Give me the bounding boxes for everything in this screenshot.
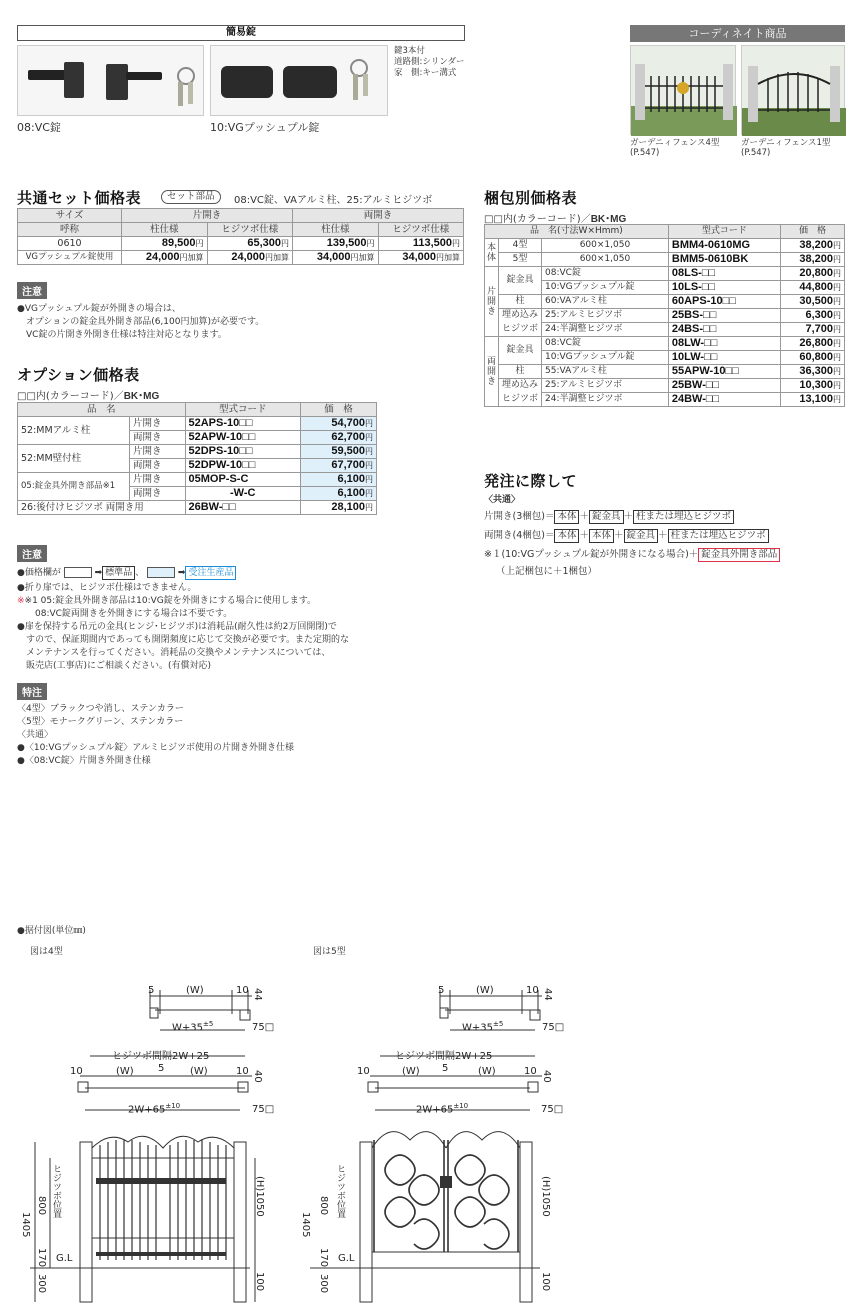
dim-1405: 1405 — [20, 1212, 31, 1238]
table-row — [485, 323, 845, 337]
fence-icon — [742, 46, 846, 136]
row-code: 25BS-□□ — [668, 309, 780, 323]
special-line: 〈4型〉ブラックつや消し、ステンカラー — [17, 704, 184, 714]
row-code: 08LW-□□ — [668, 337, 780, 351]
dim-75: 75□ — [542, 1022, 565, 1033]
set-price-title: 共通セット価格表 — [17, 189, 142, 207]
order-double: 両開き(4梱包)＝ 本体 ＋ 本体 ＋ 錠金具 ＋ 柱または埋込ヒジツボ — [484, 527, 769, 543]
row-sub: 錠金具 — [499, 267, 542, 295]
vc-lock-image — [17, 45, 204, 116]
vc-lock-caption: 08:VC錠 — [17, 121, 61, 134]
note-line: 鍵3本付 — [394, 46, 425, 56]
row-sub: 錠金具 — [499, 337, 542, 365]
row-code: 52DPS-10□□ — [185, 445, 300, 459]
dim-W35: $W+35^{\pm 5}$ — [462, 1020, 504, 1034]
special-label: 特注 — [17, 683, 47, 700]
price-cell: 26,800円 — [781, 337, 845, 351]
note2-line: メンテナンスを行ってください。消耗品の交換やメンテナンスについては、 — [17, 648, 331, 658]
pack-title: 梱包別価格表 — [484, 189, 578, 207]
group-label: 両開き — [485, 337, 499, 407]
fence-page: (P.547) — [741, 148, 771, 158]
dim-W: (W) — [116, 1066, 134, 1077]
h-post: 柱仕様 — [293, 223, 379, 237]
price-cell: 13,100円 — [781, 393, 845, 407]
dim-H: (H)1050 — [540, 1176, 551, 1217]
dim-44: 44 — [542, 988, 553, 1001]
price-cell: 36,300円 — [781, 365, 845, 379]
fence-4-image — [630, 45, 736, 135]
h-price: 価 格 — [300, 403, 376, 417]
row-code: -W-C — [185, 487, 300, 501]
table-row — [485, 365, 845, 379]
row-name: 52:MM壁付柱 — [18, 445, 130, 473]
price-cell: 30,500円 — [781, 295, 845, 309]
row-code: 10LW-□□ — [668, 351, 780, 365]
dim-GL: G.L — [56, 1253, 73, 1264]
dim-H: (H)1050 — [254, 1176, 265, 1217]
price-cell: 60,800円 — [781, 351, 845, 365]
fence-4-caption — [630, 138, 719, 158]
row-sub: 柱 — [499, 295, 542, 309]
dim-300: 300 — [318, 1274, 329, 1294]
note-line: 道路側:シリンダー — [394, 57, 465, 67]
row-code: 52DPW-10□□ — [185, 459, 300, 473]
row-dim: 600×1,050 — [542, 239, 669, 253]
dim-75: 75□ — [541, 1104, 564, 1115]
table-row — [485, 267, 845, 281]
row-code: BMM5-0610BK — [668, 253, 780, 267]
dim-800: 800 — [318, 1196, 329, 1216]
row-sub: 埋め込み — [499, 309, 542, 323]
table-row — [485, 337, 845, 351]
row-code: 55APW-10□□ — [668, 365, 780, 379]
note-line: 家 側:キー溝式 — [394, 68, 457, 78]
row-name: 52:MMアルミ柱 — [18, 417, 130, 445]
order-note-sub: （上記梱包に＋1梱包） — [496, 566, 598, 577]
row-sub: 埋め込み — [499, 379, 542, 393]
row-name: 5型 — [499, 253, 542, 267]
note1-line: オプションの錠金具外開き部品(6,100円加算)が必要です。 — [17, 317, 265, 327]
price-cell: 113,500円 — [378, 237, 464, 251]
dim-W: (W) — [190, 1066, 208, 1077]
note2-label: 注意 — [17, 545, 47, 562]
h-name: 品 名 — [18, 403, 186, 417]
row-code: BMM4-0610MG — [668, 239, 780, 253]
row-label: 0610 — [18, 237, 122, 251]
h-code: 型式コード — [668, 225, 780, 239]
dim-10: 10 — [526, 985, 539, 996]
row-code: 26BW-□□ — [185, 501, 300, 515]
row-type: 両開き — [130, 431, 186, 445]
note2-line: 08:VC錠両開きを外開きにする場合は不要です。 — [17, 609, 233, 619]
table-row — [485, 379, 845, 393]
price-cell: 24,000円加算 — [122, 251, 208, 265]
price-cell: 54,700円 — [300, 417, 376, 431]
h-single: 片開き — [122, 209, 293, 223]
row-label: VGプッシュプル錠使用 — [18, 251, 122, 265]
row-code: 24BS-□□ — [668, 323, 780, 337]
dim-75: 75□ — [252, 1022, 275, 1033]
row-type: 片開き — [130, 473, 186, 487]
dim-hinge: ヒジツボ位置 — [335, 1164, 345, 1218]
row-code: 10LS-□□ — [668, 281, 780, 295]
price-cell: 10,300円 — [781, 379, 845, 393]
row-sub: ヒジツボ — [499, 323, 542, 337]
dim-hinge: ヒジツボ位置 — [51, 1164, 61, 1218]
dim-5: 5 — [442, 1063, 449, 1074]
note1-line: ●VGプッシュプル錠が外開きの場合は、 — [17, 304, 181, 314]
row-sub: 柱 — [499, 365, 542, 379]
note1-label: 注意 — [17, 282, 47, 299]
price-cell: 7,700円 — [781, 323, 845, 337]
drawing-5-svg — [290, 980, 580, 1310]
h-size: サイズ — [18, 209, 122, 223]
table-row — [485, 295, 845, 309]
special-line: ●〈08:VC錠〉片開き外開き仕様 — [17, 756, 151, 766]
lock-header: 簡易錠 — [17, 25, 465, 41]
pack-color: □□内(カラーコード)／BK･MG — [484, 214, 627, 225]
row-name: 10:VGプッシュプル錠 — [542, 281, 669, 295]
dim-100: 100 — [254, 1272, 265, 1292]
row-dim: 600×1,050 — [542, 253, 669, 267]
table-row — [18, 251, 464, 265]
row-name: 55:VAアルミ柱 — [542, 365, 669, 379]
dim-W: (W) — [478, 1066, 496, 1077]
dim-pitch: ヒジツボ間隔2W+25 — [395, 1051, 493, 1062]
dim-10: 10 — [524, 1066, 537, 1077]
row-sub: ヒジツボ — [499, 393, 542, 407]
row-code: 52APW-10□□ — [185, 431, 300, 445]
dim-pitch: ヒジツボ間隔2W+25 — [112, 1051, 210, 1062]
row-code: 52APS-10□□ — [185, 417, 300, 431]
price-cell: 139,500円 — [293, 237, 379, 251]
fence-1-caption — [741, 138, 830, 158]
row-name: 25:アルミヒジツボ — [542, 379, 669, 393]
dim-W35: $W+35^{\pm 5}$ — [172, 1020, 214, 1034]
pack-table — [484, 224, 845, 407]
option-color: □□内(カラーコード)／BK･MG — [17, 391, 160, 402]
price-cell: 67,700円 — [300, 459, 376, 473]
note2-line: ●折り扉では、ヒジツボ仕様はできません。 — [17, 583, 197, 593]
dim-10: 10 — [357, 1066, 370, 1077]
dim-75: 75□ — [252, 1104, 275, 1115]
special-line: 〈共通〉 — [17, 730, 54, 740]
row-type: 両開き — [130, 487, 186, 501]
h-hinge: ヒジツボ仕様 — [378, 223, 464, 237]
coordinate-header: コーディネイト商品 — [630, 25, 845, 42]
note2-line: 販売店(工事店)にご相談ください。(有償対応) — [17, 661, 212, 671]
row-name: 24:半調整ヒジツボ — [542, 323, 669, 337]
row-name: 10:VGプッシュプル錠 — [542, 351, 669, 365]
dim-5: 5 — [148, 985, 155, 996]
fence-name: ガーデニィフェンス4型 — [630, 138, 720, 148]
price-cell: 44,800円 — [781, 281, 845, 295]
dim-800: 800 — [36, 1196, 47, 1216]
order-note: ※１(10:VGプッシュプル錠が外開きになる場合)＋ 錠金具外開き部品 — [484, 546, 780, 562]
note2-line: すので、保証期間内であっても開閉頻度に応じて交換が必要です。また定期的な — [17, 635, 350, 645]
dim-5: 5 — [158, 1063, 165, 1074]
dim-100: 100 — [540, 1272, 551, 1292]
row-name: 4型 — [499, 239, 542, 253]
h-name: 品 名(寸法W×Hmm) — [485, 225, 669, 239]
special-line: ●〈10:VGプッシュプル錠〉アルミヒジツボ使用の片開き外開き仕様 — [17, 743, 294, 753]
group-label: 片開き — [485, 267, 499, 337]
option-title: オプション価格表 — [17, 366, 140, 384]
dim-W: (W) — [476, 985, 494, 996]
dim-2W65: $2W+65^{\pm 10}$ — [128, 1102, 181, 1116]
price-cell: 24,000円加算 — [207, 251, 293, 265]
h-post: 柱仕様 — [122, 223, 208, 237]
row-name: 25:アルミヒジツボ — [542, 309, 669, 323]
set-price-table — [17, 208, 464, 265]
row-name: 08:VC錠 — [542, 267, 669, 281]
dim-300: 300 — [36, 1274, 47, 1294]
table-row — [485, 309, 845, 323]
row-code: 24BW-□□ — [668, 393, 780, 407]
table-row — [18, 473, 377, 487]
table-row — [485, 239, 845, 253]
note2-legend: ●価格欄が ➡ 標準品 、 ➡ 受注生産品 — [17, 565, 236, 580]
note1-line: VC錠の片開き外開き仕様は特注対応となります。 — [17, 330, 227, 340]
price-cell: 38,200円 — [781, 239, 845, 253]
row-type: 片開き — [130, 445, 186, 459]
order-single: 片開き(3梱包)＝ 本体 ＋ 錠金具 ＋ 柱または埋込ヒジツボ — [484, 508, 734, 524]
order-common: 〈共通〉 — [484, 495, 521, 505]
fence-name: ガーデニィフェンス1型 — [741, 138, 831, 148]
price-cell: 38,200円 — [781, 253, 845, 267]
price-cell: 6,100円 — [300, 473, 376, 487]
drawing-4-label: 図は4型 — [30, 947, 63, 957]
dim-GL: G.L — [338, 1253, 355, 1264]
dim-10: 10 — [70, 1066, 83, 1077]
row-type: 片開き — [130, 417, 186, 431]
vc-lock-icon — [18, 46, 205, 117]
h-code: 型式コード — [185, 403, 300, 417]
note2-line: ●扉を保持する吊元の金具(ヒンジ･ヒジツボ)は消耗品(耐久性は約2万回開閉)で — [17, 622, 337, 632]
price-cell: 89,500円 — [122, 237, 208, 251]
vg-lock-caption: 10:VGプッシュプル錠 — [210, 121, 320, 134]
row-code: 25BW-□□ — [668, 379, 780, 393]
table-row — [485, 253, 845, 267]
row-code: 08LS-□□ — [668, 267, 780, 281]
row-type: 両開き — [130, 459, 186, 473]
price-cell: 6,100円 — [300, 487, 376, 501]
row-code: 05MOP-S-C — [185, 473, 300, 487]
vg-lock-icon — [211, 46, 389, 117]
row-name: 24:半調整ヒジツボ — [542, 393, 669, 407]
price-cell: 34,000円加算 — [293, 251, 379, 265]
order-title: 発注に際して — [484, 472, 578, 490]
table-row — [485, 393, 845, 407]
group-label: 本体 — [485, 239, 499, 267]
price-cell: 65,300円 — [207, 237, 293, 251]
row-name: 08:VC錠 — [542, 337, 669, 351]
row-name: 26:後付けヒジツボ 両開き用 — [18, 501, 186, 515]
fence-icon — [631, 46, 737, 136]
dim-40: 40 — [252, 1070, 263, 1083]
dim-10: 10 — [236, 985, 249, 996]
dim-5: 5 — [438, 985, 445, 996]
dim-170: 170 — [36, 1248, 47, 1268]
table-row — [18, 417, 377, 431]
dim-10: 10 — [236, 1066, 249, 1077]
special-line: 〈5型〉モナークグリーン、ステンカラー — [17, 717, 184, 727]
price-cell: 20,800円 — [781, 267, 845, 281]
vg-lock-image — [210, 45, 388, 116]
lock-side-note — [394, 46, 465, 79]
dim-W: (W) — [186, 985, 204, 996]
fence-1-image — [741, 45, 845, 135]
price-cell: 28,100円 — [300, 501, 376, 515]
h-price: 価 格 — [781, 225, 845, 239]
fence-page: (P.547) — [630, 148, 660, 158]
price-cell: 59,500円 — [300, 445, 376, 459]
h-hinge: ヒジツボ仕様 — [207, 223, 293, 237]
table-row — [18, 237, 464, 251]
row-name: 60:VAアルミ柱 — [542, 295, 669, 309]
set-badge: セット部品 — [161, 190, 221, 204]
dim-2W65: $2W+65^{\pm 10}$ — [416, 1102, 469, 1116]
drawing-title: ●据付図(単位㎜) — [17, 926, 86, 936]
dim-44: 44 — [252, 988, 263, 1001]
table-row — [18, 501, 377, 515]
price-cell: 6,300円 — [781, 309, 845, 323]
note2-line: ※※1 05:錠金具外開き部品は10:VG錠を外開きにする場合に使用します。 — [17, 596, 317, 606]
price-cell: 34,000円加算 — [378, 251, 464, 265]
row-code: 60APS-10□□ — [668, 295, 780, 309]
option-table — [17, 402, 377, 515]
table-row — [18, 445, 377, 459]
dim-170: 170 — [318, 1248, 329, 1268]
set-subtitle: 08:VC錠、VAアルミ柱、25:アルミヒジツボ — [234, 195, 433, 206]
row-name: 05:錠金具外開き部品※1 — [18, 473, 130, 501]
dim-W: (W) — [402, 1066, 420, 1077]
dim-40: 40 — [541, 1070, 552, 1083]
price-cell: 62,700円 — [300, 431, 376, 445]
dim-1405: 1405 — [300, 1212, 311, 1238]
h-double: 両開き — [293, 209, 464, 223]
h-name: 呼称 — [18, 223, 122, 237]
drawing-5-label: 図は5型 — [313, 947, 346, 957]
